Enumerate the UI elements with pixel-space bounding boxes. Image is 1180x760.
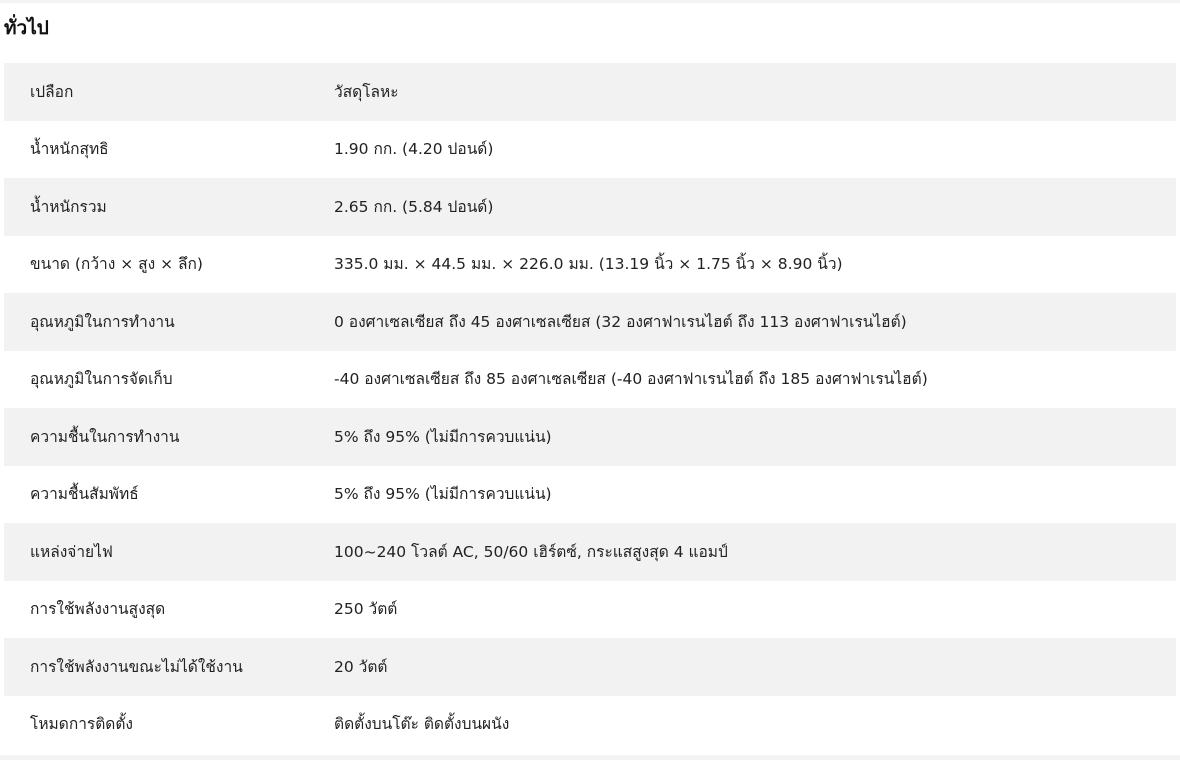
table-row [4, 63, 1176, 121]
spec-label-max-power: การใช้พลังงานสูงสุด [4, 581, 334, 639]
spec-value-dimensions: 335.0 มม. × 44.5 มม. × 226.0 มม. (13.19 นิ้ว × 1.75 นิ้ว × 8.90 นิ้ว) [334, 236, 1176, 294]
table-row [4, 466, 1176, 524]
spec-label-relative-humidity: ความชื้นสัมพัทธ์ [4, 466, 334, 524]
spec-label-mounting-mode: โหมดการติดตั้ง [4, 696, 334, 754]
spec-value-relative-humidity: 5% ถึง 95% (ไม่มีการควบแน่น) [334, 466, 1176, 524]
table-row [4, 351, 1176, 409]
table-row [4, 236, 1176, 294]
spec-value-max-power: 250 วัตต์ [334, 581, 1176, 639]
bottom-divider [0, 755, 1180, 760]
spec-value-operating-humidity: 5% ถึง 95% (ไม่มีการควบแน่น) [334, 408, 1176, 466]
spec-label-enclosure: เปลือก [4, 63, 334, 121]
spec-label-storage-temperature: อุณหภูมิในการจัดเก็บ [4, 351, 334, 409]
table-row [4, 581, 1176, 639]
spec-value-gross-weight: 2.65 กก. (5.84 ปอนด์) [334, 178, 1176, 236]
table-row [4, 408, 1176, 466]
spec-label-net-weight: น้ำหนักสุทธิ [4, 121, 334, 179]
spec-value-enclosure: วัสดุโลหะ [334, 63, 1176, 121]
spec-value-mounting-mode: ติดตั้งบนโต๊ะ ติดตั้งบนผนัง [334, 696, 1176, 754]
section-title: ทั่วไป [4, 17, 49, 39]
spec-value-power-supply: 100~240 โวลต์ AC, 50/60 เฮิร์ตซ์, กระแสสูงสุด 4 แอมป์ [334, 523, 1176, 581]
spec-label-operating-humidity: ความชื้นในการทำงาน [4, 408, 334, 466]
spec-value-net-weight: 1.90 กก. (4.20 ปอนด์) [334, 121, 1176, 179]
spec-label-idle-power: การใช้พลังงานขณะไม่ได้ใช้งาน [4, 638, 334, 696]
table-row [4, 696, 1176, 754]
spec-value-storage-temperature: -40 องศาเซลเซียส ถึง 85 องศาเซลเซียส (-40 องศาฟาเรนไฮต์ ถึง 185 องศาฟาเรนไฮต์) [334, 351, 1176, 409]
table-row [4, 523, 1176, 581]
table-row [4, 121, 1176, 179]
spec-label-operating-temperature: อุณหภูมิในการทำงาน [4, 293, 334, 351]
table-row [4, 178, 1176, 236]
table-row [4, 293, 1176, 351]
spec-table [4, 63, 1176, 753]
table-row [4, 638, 1176, 696]
spec-label-power-supply: แหล่งจ่ายไฟ [4, 523, 334, 581]
spec-label-gross-weight: น้ำหนักรวม [4, 178, 334, 236]
spec-value-operating-temperature: 0 องศาเซลเซียส ถึง 45 องศาเซลเซียส (32 องศาฟาเรนไฮต์ ถึง 113 องศาฟาเรนไฮต์) [334, 293, 1176, 351]
spec-label-dimensions: ขนาด (กว้าง × สูง × ลึก) [4, 236, 334, 294]
top-divider [0, 0, 1180, 3]
spec-value-idle-power: 20 วัตต์ [334, 638, 1176, 696]
